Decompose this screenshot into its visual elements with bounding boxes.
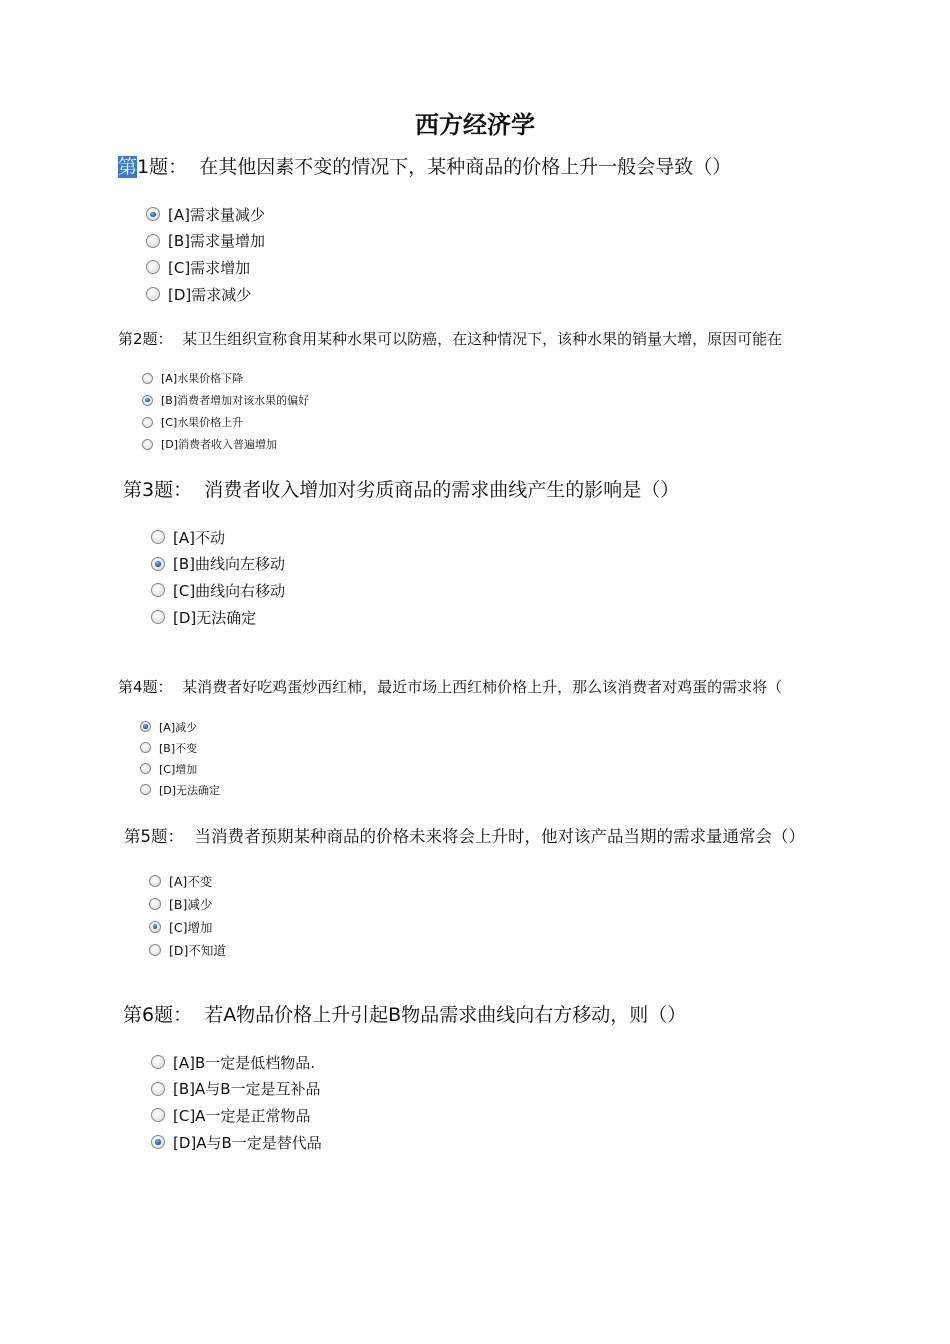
question-prompt: 若A物品价格上升引起B物品需求曲线向右方移动，则（） bbox=[204, 1004, 687, 1026]
option-label: [D]不知道 bbox=[169, 942, 226, 958]
radio-button[interactable] bbox=[149, 875, 161, 887]
option-b[interactable] bbox=[142, 389, 782, 411]
option-a[interactable] bbox=[151, 1049, 686, 1076]
option-list bbox=[151, 524, 679, 630]
radio-button[interactable] bbox=[142, 373, 153, 384]
option-c[interactable] bbox=[146, 254, 731, 281]
radio-dot-icon bbox=[143, 724, 147, 728]
radio-button[interactable] bbox=[146, 234, 160, 248]
radio-button[interactable] bbox=[151, 1108, 165, 1122]
radio-button[interactable] bbox=[140, 742, 151, 753]
radio-dot-icon bbox=[153, 924, 158, 929]
option-label: [C]增加 bbox=[169, 919, 213, 935]
option-label: [C]增加 bbox=[159, 762, 198, 776]
option-d[interactable] bbox=[151, 604, 679, 631]
radio-dot-icon bbox=[155, 561, 160, 566]
question-number: 1题： bbox=[137, 156, 188, 178]
option-label: [B]消费者增加对该水果的偏好 bbox=[161, 394, 310, 407]
option-label: [C]A一定是正常物品 bbox=[173, 1106, 311, 1125]
option-label: [A]不变 bbox=[169, 873, 213, 889]
option-list bbox=[142, 367, 782, 455]
question-number: 第4题： bbox=[118, 678, 173, 696]
radio-button-selected[interactable] bbox=[142, 395, 153, 406]
option-list bbox=[140, 716, 782, 800]
option-label: [A]B一定是低档物品. bbox=[173, 1053, 316, 1072]
option-label: [D]消费者收入普遍增加 bbox=[161, 438, 278, 451]
radio-button[interactable] bbox=[149, 898, 161, 910]
question-prompt: 当消费者预期某种商品的价格未来将会上升时，他对该产品当期的需求量通常会（） bbox=[194, 827, 805, 846]
selection-highlight: 第 bbox=[118, 156, 138, 178]
option-c[interactable] bbox=[149, 915, 805, 938]
radio-button-selected[interactable] bbox=[146, 207, 160, 221]
radio-dot-icon bbox=[155, 1139, 160, 1144]
option-list bbox=[149, 869, 805, 961]
radio-button[interactable] bbox=[151, 1055, 165, 1069]
option-d[interactable] bbox=[146, 281, 731, 308]
page-title: 西方经济学 bbox=[415, 110, 535, 139]
option-label: [A]水果价格下降 bbox=[161, 372, 244, 385]
radio-button[interactable] bbox=[142, 417, 153, 428]
option-a[interactable] bbox=[140, 716, 782, 737]
radio-button-selected[interactable] bbox=[140, 721, 151, 732]
option-label: [D]无法确定 bbox=[173, 608, 257, 627]
question-number: 第5题： bbox=[124, 827, 184, 846]
option-list bbox=[151, 1049, 686, 1155]
option-a[interactable] bbox=[146, 201, 731, 228]
option-label: [A]减少 bbox=[159, 720, 198, 734]
option-b[interactable] bbox=[149, 892, 805, 915]
radio-dot-icon bbox=[145, 398, 149, 402]
option-list bbox=[146, 201, 731, 307]
option-label: [B]A与B一定是互补品 bbox=[173, 1080, 321, 1099]
option-label: [C]曲线向右移动 bbox=[173, 581, 286, 600]
option-a[interactable] bbox=[142, 367, 782, 389]
question-2 bbox=[118, 328, 782, 455]
question-prompt: 某消费者好吃鸡蛋炒西红柿，最近市场上西红柿价格上升，那么该消费者对鸡蛋的需求将（ bbox=[182, 678, 783, 696]
question-1 bbox=[118, 154, 731, 307]
option-a[interactable] bbox=[151, 524, 679, 551]
question-prompt: 消费者收入增加对劣质商品的需求曲线产生的影响是（） bbox=[204, 479, 680, 501]
question-3-text bbox=[123, 477, 679, 503]
option-label: [D]A与B一定是替代品 bbox=[173, 1133, 322, 1152]
radio-button[interactable] bbox=[151, 610, 165, 624]
option-label: [C]水果价格上升 bbox=[161, 416, 244, 429]
question-number: 第3题： bbox=[123, 479, 193, 501]
radio-button[interactable] bbox=[142, 439, 153, 450]
question-6 bbox=[123, 1002, 686, 1155]
option-d[interactable] bbox=[151, 1129, 686, 1156]
radio-button-selected[interactable] bbox=[149, 921, 161, 933]
radio-button[interactable] bbox=[151, 583, 165, 597]
option-b[interactable] bbox=[151, 551, 679, 578]
radio-button[interactable] bbox=[149, 944, 161, 956]
question-4 bbox=[118, 676, 782, 800]
question-number: 第6题： bbox=[123, 1004, 193, 1026]
question-1-text bbox=[118, 154, 731, 180]
question-5-text bbox=[124, 825, 805, 849]
option-c[interactable] bbox=[140, 758, 782, 779]
option-b[interactable] bbox=[151, 1076, 686, 1103]
option-label: [C]需求增加 bbox=[168, 258, 251, 277]
option-label: [A]不动 bbox=[173, 528, 225, 547]
radio-button[interactable] bbox=[151, 1082, 165, 1096]
option-label: [A]需求量减少 bbox=[168, 205, 265, 224]
radio-dot-icon bbox=[150, 212, 155, 217]
radio-button-selected[interactable] bbox=[151, 1135, 165, 1149]
option-c[interactable] bbox=[142, 411, 782, 433]
question-6-text bbox=[123, 1002, 686, 1028]
option-label: [B]减少 bbox=[169, 896, 213, 912]
option-label: [B]需求量增加 bbox=[168, 232, 265, 251]
option-b[interactable] bbox=[146, 228, 731, 255]
option-label: [D]需求减少 bbox=[168, 285, 252, 304]
question-5 bbox=[124, 825, 805, 961]
radio-button[interactable] bbox=[140, 784, 151, 795]
radio-button[interactable] bbox=[140, 763, 151, 774]
question-3 bbox=[123, 477, 679, 630]
radio-button[interactable] bbox=[146, 287, 160, 301]
radio-button-selected[interactable] bbox=[151, 557, 165, 571]
question-2-text bbox=[118, 328, 782, 350]
option-d[interactable] bbox=[142, 433, 782, 455]
question-prompt: 某卫生组织宣称食用某种水果可以防癌，在这种情况下，该种水果的销量大增，原因可能在 bbox=[182, 330, 783, 348]
question-prompt: 在其他因素不变的情况下，某种商品的价格上升一般会导致（） bbox=[199, 156, 732, 178]
option-c[interactable] bbox=[151, 577, 679, 604]
option-c[interactable] bbox=[151, 1102, 686, 1129]
question-4-text bbox=[118, 676, 782, 698]
option-label: [B]曲线向左移动 bbox=[173, 555, 285, 574]
option-d[interactable] bbox=[140, 779, 782, 800]
option-b[interactable] bbox=[140, 737, 782, 758]
option-label: [D]无法确定 bbox=[159, 783, 221, 797]
option-label: [B]不变 bbox=[159, 741, 198, 755]
radio-button[interactable] bbox=[151, 530, 165, 544]
option-a[interactable] bbox=[149, 869, 805, 892]
question-number: 第2题： bbox=[118, 330, 173, 348]
radio-button[interactable] bbox=[146, 260, 160, 274]
option-d[interactable] bbox=[149, 938, 805, 961]
